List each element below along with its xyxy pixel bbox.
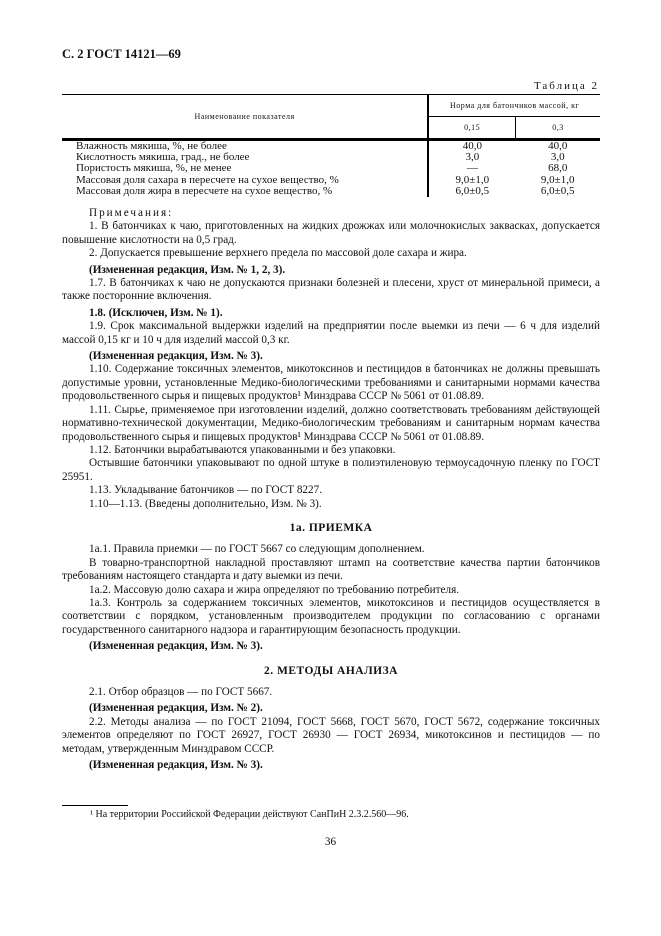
col-header-group: Норма для батончиков массой, кг (428, 95, 600, 117)
paragraph: 2.2. Методы анализа — по ГОСТ 21094, ГОСТ 5668, ГОСТ 5670, ГОСТ 5672, содержание токсичных элементов определяют по ГОСТ 26927, ГОСТ 26930 — ГОСТ 26934, микотоксинов и пестицидов — по методам, утвержденным Минздравом СССР. (62, 715, 600, 755)
paragraph: 1а.3. Контроль за содержанием токсичных элементов, микотоксинов и пестицидов осуществляется в соответствии с порядком, установленным производителем продукции по согласованию с органами государственного санитарного надзора и гарантирующим безопасность продукции. (62, 596, 600, 636)
paragraph: 1а.1. Правила приемки — по ГОСТ 5667 со следующим дополнением. (89, 543, 425, 556)
row-value: 40,0 (548, 140, 568, 152)
table-row (62, 163, 600, 174)
row-label: Влажность мякиша, %, не более (76, 140, 227, 152)
amendment-note: 1.10—1.13. (Введены дополнительно, Изм. № 3). (89, 497, 322, 510)
paragraph: 1.7. В батончиках к чаю не допускаются признаки болезней и плесени, хруст от минеральной примеси, а также посторонние включения. (62, 277, 600, 303)
amendment-note: 1.8. (Исключен, Изм. № 1). (89, 306, 223, 319)
row-label: Массовая доля жира в пересчете на сухое вещество, % (76, 184, 333, 197)
amendment-note: (Измененная редакция, Изм. № 3). (89, 640, 263, 653)
row-label: Массовая доля сахара в пересчете на сухое вещество, % (76, 173, 339, 186)
document-body (62, 207, 600, 772)
paragraph: 2.1. Отбор образцов — по ГОСТ 5667. (89, 686, 273, 698)
row-value: 9,0±1,0 (540, 173, 575, 186)
table-2 (62, 94, 600, 197)
row-value: 40,0 (428, 140, 515, 153)
paragraph: В товарно-транспортной накладной проставляют штамп на соответствие качества партии батончиков требованиям настоящего стандарта и дату выемки из печи. (62, 556, 600, 583)
footnote: ¹ На территории Российской Федерации действуют СанПиН 2.3.2.560—96. (90, 809, 409, 820)
paragraph: 1.11. Сырье, применяемое при изготовлении изделий, должно соответствовать требованиям действующей нормативно-технической документации, Медико-биологическим требованиям и санитарным нормам качества продовольственного сырья и пищевых продуктов¹ Минздрава СССР № 5061 от 01.08.89. (62, 403, 600, 443)
amendment-note: (Измененная редакция, Изм. № 1, 2, 3). (89, 263, 286, 276)
col-header-03: 0,3 (515, 117, 600, 140)
page-header: С. 2 ГОСТ 14121—69 (62, 47, 181, 61)
row-value: 68,0 (548, 162, 568, 175)
row-value: 6,0±0,5 (428, 186, 515, 197)
amendment-note: (Измененная редакция, Изм. № 3). (89, 350, 263, 363)
footnote-divider (62, 805, 128, 806)
section-heading: 2. МЕТОДЫ АНАЛИЗА (264, 664, 398, 677)
row-value: 6,0±0,5 (540, 184, 575, 197)
col-header-015: 0,15 (428, 117, 515, 140)
paragraph: Остывшие батончики упаковывают по одной штуке в полиэтиленовую термоусадочную пленку по ГОСТ 25951. (62, 457, 600, 483)
row-value: 9,0±1,0 (428, 175, 515, 186)
amendment-note: (Измененная редакция, Изм. № 3). (89, 759, 263, 772)
paragraph: 1.13. Укладывание батончиков — по ГОСТ 8227. (89, 484, 323, 497)
paragraph: 1а.2. Массовую долю сахара и жира определяют по требованию потребителя. (89, 583, 460, 596)
col-header-name: Наименование показателя (62, 95, 428, 140)
notes-title: Примечания: (89, 207, 174, 219)
page-number: 36 (324, 836, 337, 848)
row-label: Пористость мякиша, %, не менее (76, 162, 232, 175)
table-note: 1. В батончиках к чаю, приготовленных на жидких дрожжах или молочнокислых заквасках, допускается повышение кислотности на 0,5 град. (62, 220, 600, 246)
paragraph: 1.9. Срок максимальной выдержки изделий на предприятии после выемки из печи — 6 ч для изделий массой 0,15 кг и 10 ч для изделий массой 0,3 кг. (62, 320, 600, 346)
row-value: 3,0 (550, 151, 565, 164)
paragraph: 1.10. Содержание токсичных элементов, микотоксинов и пестицидов в батончиках не должны превышать допустимые уровни, установленные Медико-биологическими требованиями и санитарными нормами качества продовольственного сырья и пищевых продуктов¹ Минздрава СССР № 5061 от 01.08.89. (62, 363, 600, 403)
row-label: Кислотность мякиша, град., не более (76, 151, 250, 164)
table-caption: Таблица 2 (533, 80, 599, 92)
row-value: 3,0 (428, 152, 515, 163)
paragraph: 1.12. Батончики вырабатываются упакованными и без упаковки. (89, 443, 396, 456)
section-heading: 1а. ПРИЕМКА (289, 521, 373, 534)
amendment-note: (Измененная редакция, Изм. № 2). (89, 702, 263, 715)
table-row (62, 186, 600, 197)
row-value: — (428, 163, 515, 174)
table-note: 2. Допускается превышение верхнего предела по массовой доле сахара и жира. (89, 247, 467, 260)
